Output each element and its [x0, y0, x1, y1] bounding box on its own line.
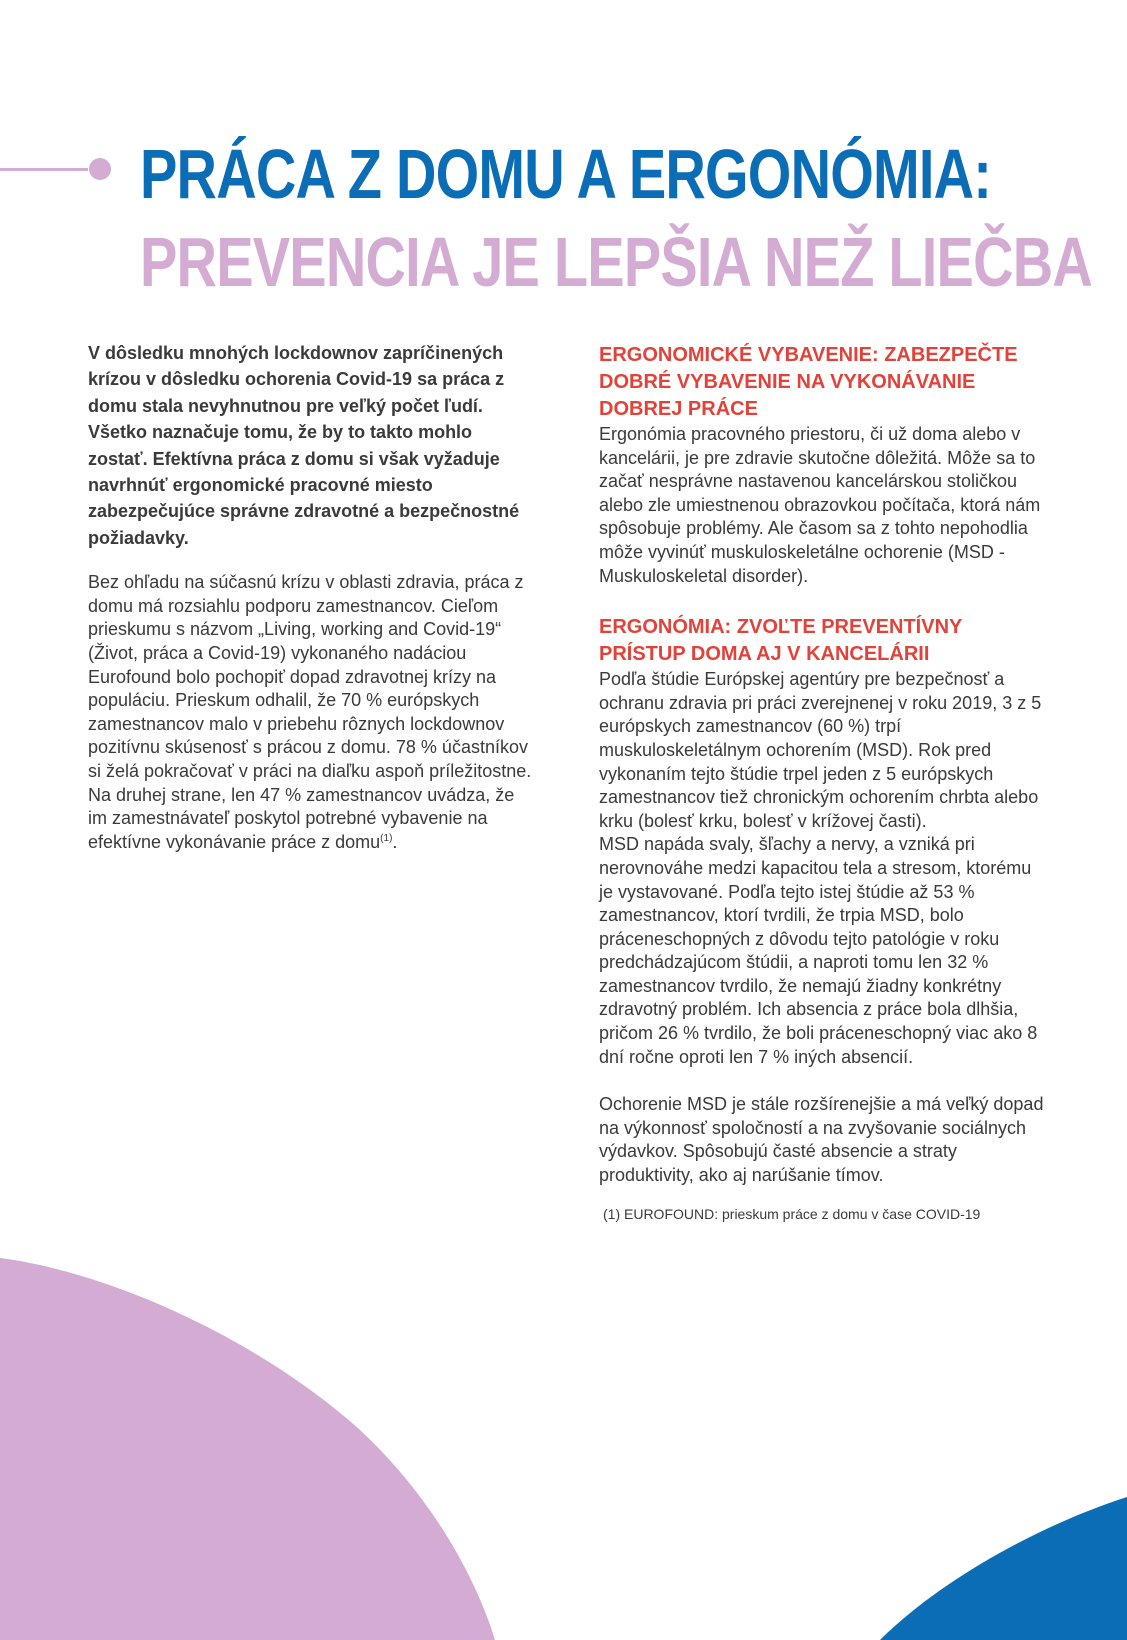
section-text-prevention-1: Podľa štúdie Európskej agentúry pre bezpečnosť a ochranu zdravia pri práci zverejnenej v roku 2019, 3 z 5 európskych zamestnancov (60 %) trpí muskuloskeletálnym ochorením (MSD). Rok pred vykonaním tejto štúdie trpel jeden z 5 európskych zamestnancov tiež chronickým ochorením chrbta alebo krku (bolesť krku, bolesť v krížovej časti). — [599, 669, 1042, 831]
section-text-prevention-2: MSD napáda svaly, šľachy a nervy, a vzniká pri nerovnováhe medzi kapacitou tela a stresom, ktorému je vystavované. Podľa tejto istej štúdie až 53 % zamestnancov, ktorí tvrdili, že trpia MSD, bolo práceneschopných z dôvodu tejto patológie v roku predchádzajúcom štúdii, a naproti tomu len 32 % zamestnancov tvrdilo, že nemajú žiadny konkrétny zdravotný problém. Ich absencia z práce bola dlhšia, pričom 26 % tvrdilo, že boli práceneschopný viac ako 8 dní ročne oproti len 7 % iných absencií. — [599, 834, 1038, 1067]
title-accent-dot — [89, 158, 111, 180]
footnote-reference: (1) — [380, 832, 393, 844]
left-column — [88, 340, 536, 854]
title-accent-line — [0, 168, 88, 171]
body-paragraph-2-end: . — [392, 831, 398, 852]
section-text-impact: Ochorenie MSD je stále rozšírenejšie a má veľký dopad na výkonnosť spoločností a na zvyšovanie sociálnych výdavkov. Spôsobujú časté absencie a straty produktivity, ako aj narúšanie tímov. — [599, 1094, 1044, 1186]
pink-blob-shape — [0, 1258, 495, 1640]
section-heading-prevention: ERGONÓMIA: ZVOĽTE PREVENTÍVNY PRÍSTUP DOMA AJ V KANCELÁRII — [599, 616, 962, 666]
footnote: (1) EUROFOUND: prieskum práce z domu v čase COVID-19 — [603, 1205, 981, 1222]
section-heading-equipment: ERGONOMICKÉ VYBAVENIE: ZABEZPEČTE DOBRÉ VYBAVENIE NA VYKONÁVANIE DOBREJ PRÁCE — [599, 344, 1018, 420]
title-line-1: PRÁCA Z DOMU A ERGONÓMIA: — [140, 135, 992, 213]
body-paragraph-1: Bez ohľadu na súčasnú krízu v oblasti zdravia, práca z domu má rozsiahlu podporu zamestnancov. Cieľom prieskumu s názvom „Living, working and Covid-19“ (Život, práca a Covid-19) vykonaného nadáciou Eurofound bolo pochopiť dopad zdravotnej krízy na populáciu. Prieskum odhalil, že 70 % európskych zamestnancov malo v priebehu rôznych lockdownov pozitívnu skúsenosť s prácou z domu. 78 % účastníkov si želá pokračovať v práci na diaľku aspoň príležitostne. — [88, 572, 532, 781]
blue-corner-shape — [880, 1497, 1127, 1640]
body-paragraph-2 — [88, 784, 536, 855]
title-line-2: PREVENCIA JE LEPŠIA NEŽ LIEČBA — [140, 223, 1093, 301]
body-paragraph-2-text: Na druhej strane, len 47 % zamestnancov uvádza, že im zamestnávateľ poskytol potrebné vybavenie na efektívne vykonávanie práce z domu — [88, 784, 515, 852]
page-title — [140, 130, 1092, 306]
lead-paragraph: V dôsledku mnohých lockdownov zapríčinených krízou v dôsledku ochorenia Covid-19 sa práca z domu stala nevyhnutnou pre veľký počet ľudí. Všetko naznačuje tomu, že by to takto mohlo zostať. Efektívna práca z domu si však vyžaduje navrhnúť ergonomické pracovné miesto zabezpečujúce správne zdravotné a bezpečnostné požiadavky. — [88, 343, 520, 548]
section-text-equipment: Ergonómia pracovného priestoru, či už doma alebo v kancelárii, je pre zdravie skutočne dôležitá. Môže sa to začať nesprávne nastavenou kancelárskou stoličkou alebo zle umiestnenou obrazovkou počítača, ktorá nám spôsobuje problémy. Ale časom sa z tohto nepohodlia môže vyvinúť muskuloskeletálne ochorenie (MSD - Muskuloskeletal disorder). — [599, 424, 1041, 586]
right-column — [599, 342, 1047, 1222]
